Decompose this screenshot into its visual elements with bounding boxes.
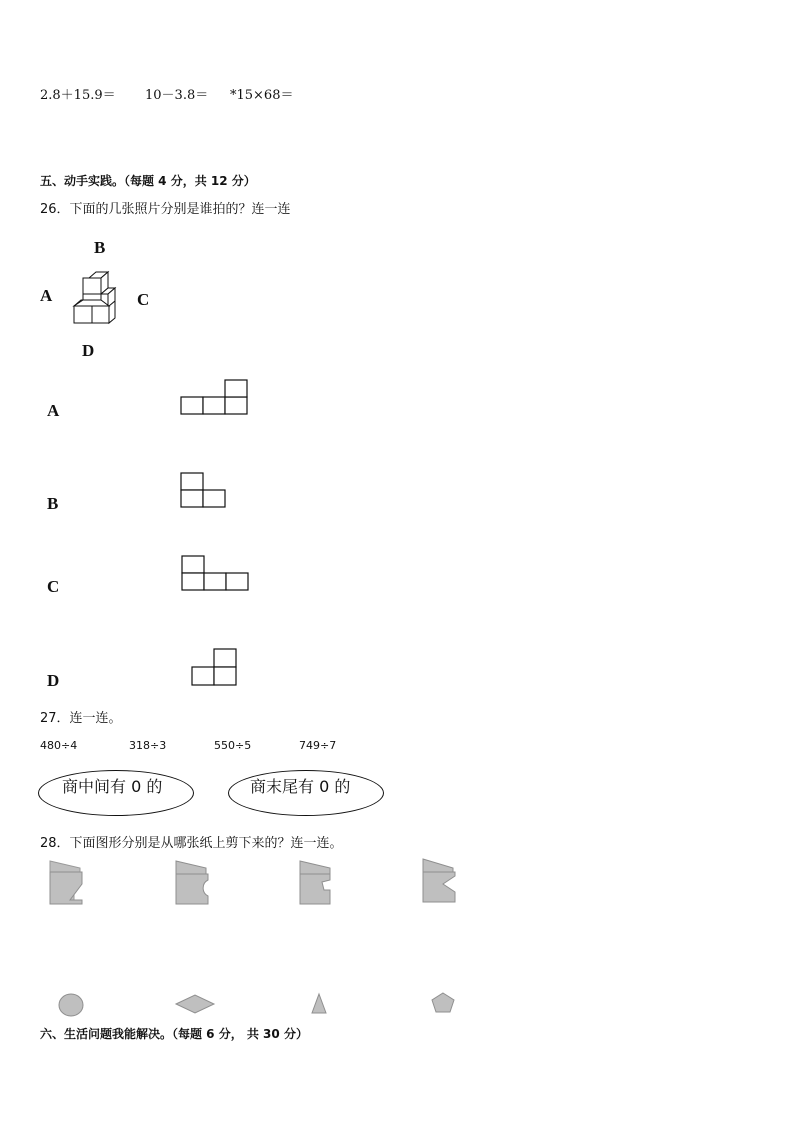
observer-b: B — [94, 238, 106, 257]
pentagon-shape — [430, 991, 456, 1015]
cube-stack-3d — [70, 270, 122, 326]
observer-c: C — [137, 290, 150, 309]
observer-a: A — [40, 286, 53, 305]
q27-text: 27．连一连。 — [40, 711, 122, 726]
paper-triangle-cut — [298, 860, 334, 906]
expression-2: 318÷3 — [129, 739, 167, 752]
paper-pentagon-cut — [421, 858, 457, 906]
calc-2: 10－3.8＝ — [145, 88, 209, 103]
rhombus-shape — [174, 993, 216, 1015]
expression-4: 749÷7 — [299, 739, 337, 752]
view-a-grid — [180, 378, 250, 416]
section-6-title: 六、生活问题我能解决。（每题 6 分， 共 30 分） — [40, 1027, 308, 1041]
calc-1: 2.8＋15.9＝ — [40, 88, 116, 103]
view-label-d: D — [47, 671, 60, 690]
oval-label-middle-zero: 商中间有 0 的 — [62, 777, 163, 796]
q26-text: 26．下面的几张照片分别是谁拍的？连一连 — [40, 202, 291, 217]
cube-front-face — [83, 278, 101, 294]
section-5-title: 五、动手实践。（每题 4 分，共 12 分） — [40, 174, 256, 188]
view-c-grid — [181, 554, 251, 592]
cube-mid-front-face — [92, 306, 109, 323]
calc-3: *15×68＝ — [230, 88, 294, 103]
triangle-shape — [309, 992, 329, 1016]
view-d-grid — [191, 648, 239, 688]
expression-1: 480÷4 — [40, 739, 78, 752]
cube-middle-face — [83, 294, 101, 300]
view-label-c: C — [47, 577, 60, 596]
paper-circle-cut — [48, 860, 84, 906]
q28-text: 28．下面图形分别是从哪张纸上剪下来的？连一连。 — [40, 836, 343, 851]
observer-d: D — [82, 341, 95, 360]
cube-left-front-face — [74, 306, 92, 323]
view-b-grid — [180, 471, 228, 509]
paper-diamond-cut — [174, 860, 210, 906]
circle-shape — [57, 992, 85, 1018]
view-label-a: A — [47, 401, 60, 420]
oval-label-end-zero: 商末尾有 0 的 — [250, 777, 351, 796]
expression-3: 550÷5 — [214, 739, 252, 752]
view-label-b: B — [47, 494, 59, 513]
